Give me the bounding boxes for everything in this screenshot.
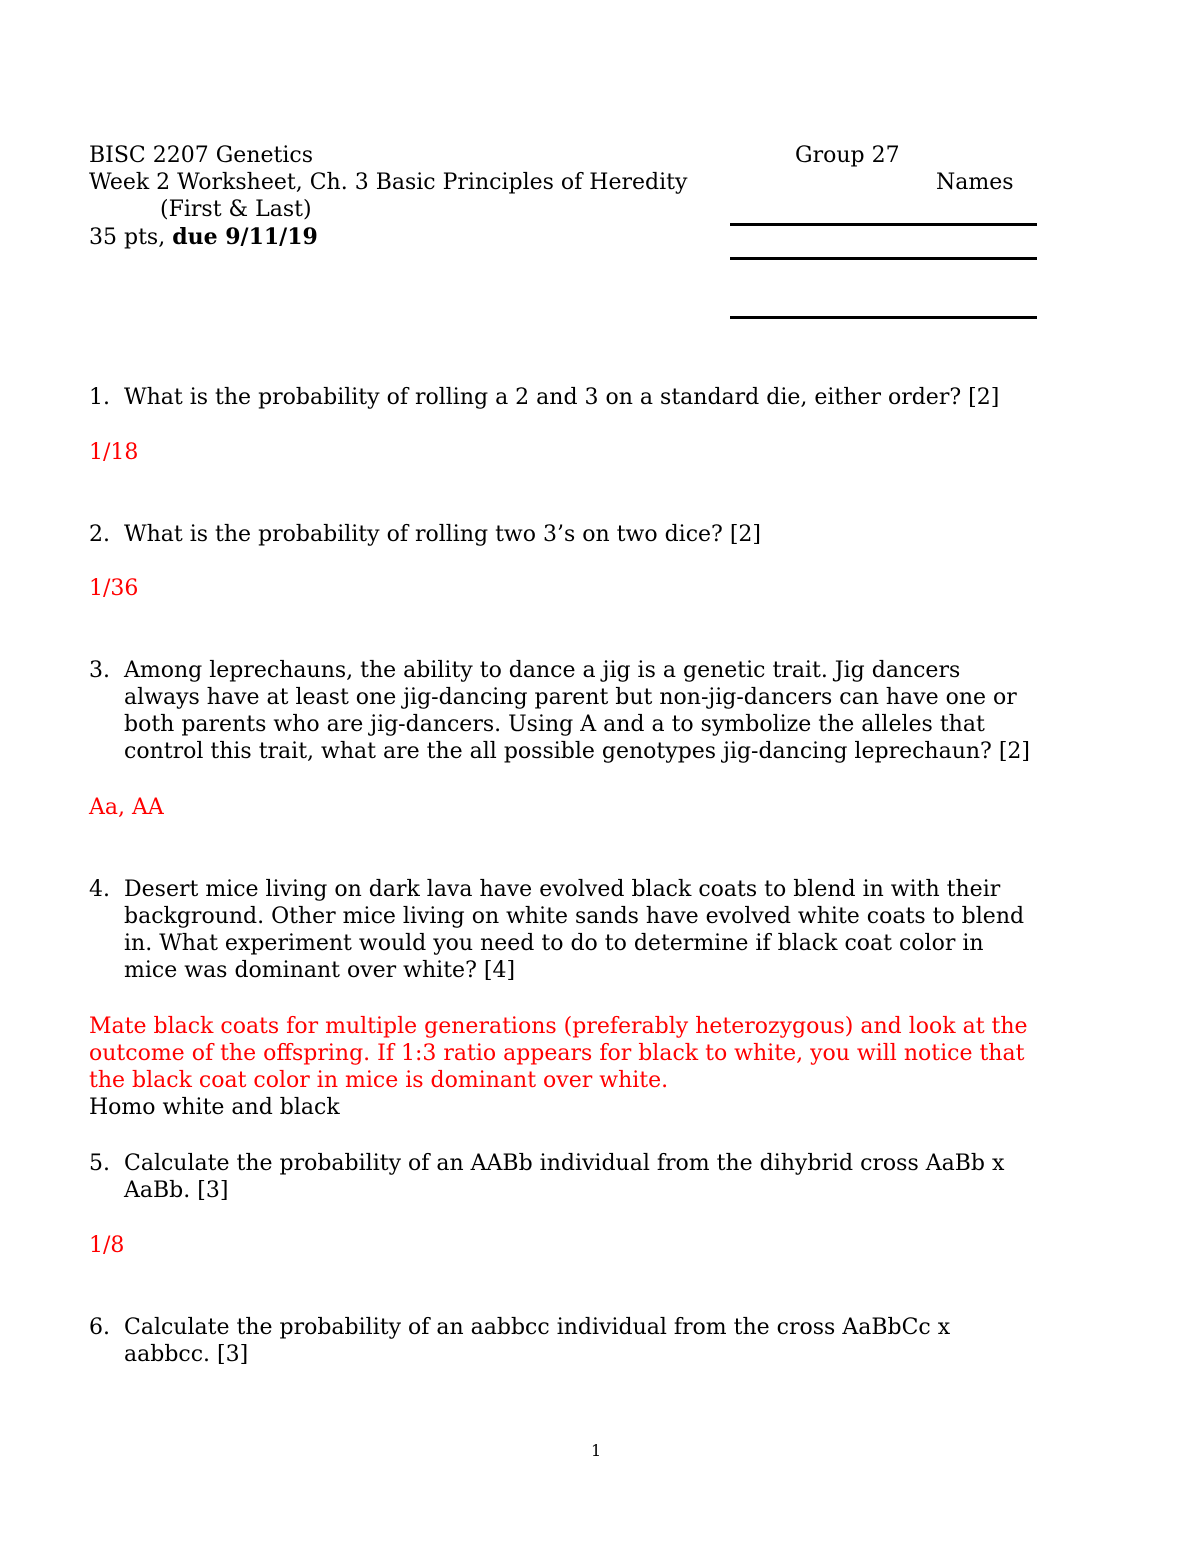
name-line-1[interactable] <box>730 223 1037 226</box>
group-label: Group 27 <box>795 143 900 168</box>
student-note: Homo white and black <box>89 1095 340 1120</box>
name-line-2[interactable] <box>730 257 1037 260</box>
name-line-3[interactable] <box>730 316 1037 319</box>
question-number: 3. <box>89 658 110 683</box>
due-date: due 9/11/19 <box>172 224 318 250</box>
question-text: Calculate the probability of an aabbcc individual from the cross AaBbCc x aabbcc. [3] <box>124 1315 951 1367</box>
question-number: 5. <box>89 1151 110 1176</box>
answer-text: 1/8 <box>89 1233 125 1258</box>
answer-text: Mate black coats for multiple generations (preferably heterozygous) and look at the outcome of the offspring. If 1:3 ratio appears for black to white, you will notice that the black coat color in mice is dominant over white. <box>89 1014 1028 1093</box>
question-text: Desert mice living on dark lava have evolved black coats to blend in with their background. Other mice living on white sands have evolved white coats to blend in. What experiment would you need to do to determine if black coat color in mice was dominant over white? [4] <box>124 877 1025 983</box>
points-due <box>89 224 318 251</box>
question-number: 6. <box>89 1315 110 1340</box>
answer-text: 1/36 <box>89 576 139 601</box>
points-label: 35 pts, <box>89 225 173 250</box>
question-number: 4. <box>89 877 110 902</box>
names-label: Names <box>936 170 1014 195</box>
course-title: BISC 2207 Genetics <box>89 143 314 168</box>
answer-text: 1/18 <box>89 440 139 465</box>
answer-text: Aa, AA <box>89 795 164 820</box>
question-text: Among leprechauns, the ability to dance a jig is a genetic trait. Jig dancers always have at least one jig-dancing parent but non-jig-dancers can have one or both parents who are jig-dancers. Using A and a to symbolize the alleles that control this trait, what are the all possible genotypes jig-dancing leprechaun? [2] <box>124 658 1030 764</box>
question-number: 1. <box>89 385 110 410</box>
question-text: Calculate the probability of an AABb individual from the dihybrid cross AaBb x AaBb. [3] <box>124 1151 1005 1203</box>
question-number: 2. <box>89 522 110 547</box>
page-number: 1 <box>591 1441 602 1460</box>
question-text: What is the probability of rolling a 2 and 3 on a standard die, either order? [2] <box>124 385 1000 410</box>
names-subtitle: (First & Last) <box>160 197 312 222</box>
question-text: What is the probability of rolling two 3’s on two dice? [2] <box>124 522 761 547</box>
worksheet-title: Week 2 Worksheet, Ch. 3 Basic Principles of Heredity <box>89 170 688 195</box>
